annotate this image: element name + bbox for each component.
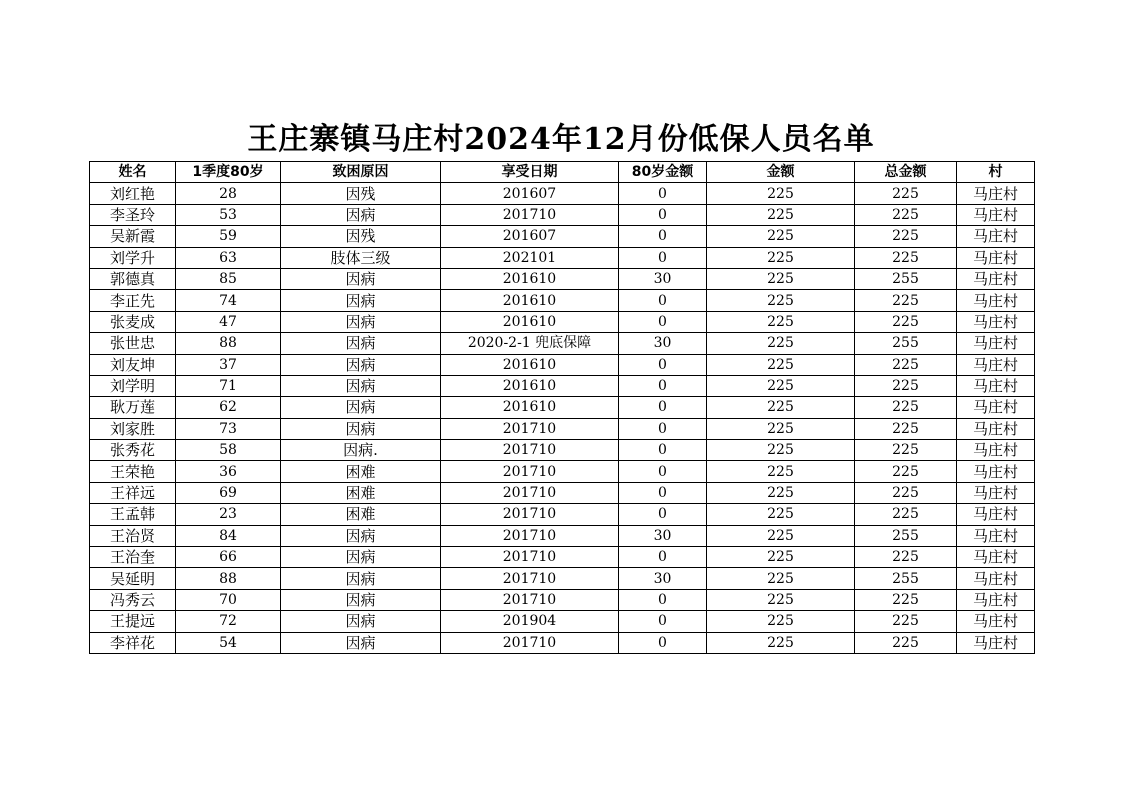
cell-start-date: 201710 [441,504,619,525]
cell-start-date: 201607 [441,183,619,204]
cell-village: 马庄村 [957,632,1035,653]
cell-village: 马庄村 [957,354,1035,375]
cell-start-date: 201710 [441,632,619,653]
cell-80-amount: 0 [619,204,707,225]
cell-age: 28 [176,183,281,204]
cell-total: 225 [855,440,957,461]
cell-name: 吴新霞 [90,226,176,247]
cell-80-amount: 0 [619,375,707,396]
cell-amount: 225 [707,247,855,268]
cell-village: 马庄村 [957,482,1035,503]
roster-body [90,183,1035,654]
cell-amount: 225 [707,375,855,396]
cell-80-amount: 0 [619,290,707,311]
cell-80-amount: 0 [619,247,707,268]
cell-reason: 因病 [281,589,441,610]
cell-name: 王治奎 [90,547,176,568]
cell-80-amount: 30 [619,268,707,289]
cell-total: 255 [855,568,957,589]
cell-reason: 因残 [281,226,441,247]
cell-name: 吴延明 [90,568,176,589]
table-row [90,461,1035,482]
cell-reason: 困难 [281,461,441,482]
cell-total: 255 [855,333,957,354]
cell-reason: 因病 [281,611,441,632]
cell-80-amount: 30 [619,568,707,589]
cell-amount: 225 [707,547,855,568]
cell-village: 马庄村 [957,375,1035,396]
cell-total: 225 [855,547,957,568]
cell-village: 马庄村 [957,268,1035,289]
cell-amount: 225 [707,611,855,632]
cell-village: 马庄村 [957,333,1035,354]
cell-amount: 225 [707,333,855,354]
cell-age: 62 [176,397,281,418]
cell-name: 李祥花 [90,632,176,653]
cell-total: 225 [855,375,957,396]
cell-reason: 困难 [281,504,441,525]
cell-start-date: 201610 [441,375,619,396]
cell-80-amount: 0 [619,440,707,461]
cell-reason: 因病 [281,397,441,418]
table-row [90,504,1035,525]
cell-name: 王治贤 [90,525,176,546]
cell-80-amount: 0 [619,183,707,204]
roster-table [89,161,1035,654]
cell-80-amount: 0 [619,632,707,653]
cell-start-date: 201710 [441,547,619,568]
cell-start-date: 202101 [441,247,619,268]
cell-age: 69 [176,482,281,503]
cell-start-date: 201607 [441,226,619,247]
table-row [90,547,1035,568]
cell-village: 马庄村 [957,568,1035,589]
table-row [90,354,1035,375]
cell-name: 张世忠 [90,333,176,354]
table-row [90,568,1035,589]
table-row [90,589,1035,610]
cell-reason: 因病. [281,440,441,461]
header-name: 姓名 [90,162,176,183]
table-row [90,311,1035,332]
cell-village: 马庄村 [957,226,1035,247]
cell-age: 53 [176,204,281,225]
cell-village: 马庄村 [957,247,1035,268]
header-80-amount: 80岁金额 [619,162,707,183]
cell-village: 马庄村 [957,440,1035,461]
cell-village: 马庄村 [957,547,1035,568]
cell-village: 马庄村 [957,418,1035,439]
cell-80-amount: 0 [619,504,707,525]
cell-reason: 因残 [281,183,441,204]
cell-start-date: 201710 [441,204,619,225]
cell-name: 耿万莲 [90,397,176,418]
cell-80-amount: 0 [619,418,707,439]
cell-reason: 因病 [281,268,441,289]
cell-age: 59 [176,226,281,247]
cell-amount: 225 [707,311,855,332]
cell-80-amount: 30 [619,525,707,546]
table-row [90,418,1035,439]
cell-name: 张秀花 [90,440,176,461]
table-row [90,611,1035,632]
cell-total: 255 [855,525,957,546]
cell-amount: 225 [707,632,855,653]
cell-age: 58 [176,440,281,461]
cell-reason: 因病 [281,204,441,225]
cell-village: 马庄村 [957,204,1035,225]
header-reason: 致困原因 [281,162,441,183]
table-row [90,632,1035,653]
cell-start-date: 201610 [441,397,619,418]
cell-age: 23 [176,504,281,525]
cell-total: 225 [855,183,957,204]
cell-age: 74 [176,290,281,311]
cell-village: 马庄村 [957,311,1035,332]
cell-start-date: 2020-2-1 兜底保障 [441,333,619,354]
cell-amount: 225 [707,418,855,439]
cell-age: 37 [176,354,281,375]
cell-80-amount: 30 [619,333,707,354]
cell-reason: 因病 [281,375,441,396]
cell-village: 马庄村 [957,611,1035,632]
cell-amount: 225 [707,504,855,525]
table-row [90,183,1035,204]
header-amount: 金额 [707,162,855,183]
cell-total: 225 [855,482,957,503]
cell-80-amount: 0 [619,311,707,332]
cell-total: 225 [855,504,957,525]
cell-age: 54 [176,632,281,653]
cell-age: 70 [176,589,281,610]
cell-total: 225 [855,204,957,225]
cell-amount: 225 [707,290,855,311]
table-row [90,333,1035,354]
cell-age: 36 [176,461,281,482]
cell-village: 马庄村 [957,461,1035,482]
cell-age: 72 [176,611,281,632]
header-total: 总金额 [855,162,957,183]
cell-total: 225 [855,397,957,418]
document-title: 王庄寨镇马庄村2024年12月份低保人员名单 [247,122,875,157]
cell-age: 71 [176,375,281,396]
cell-reason: 因病 [281,568,441,589]
table-row [90,397,1035,418]
table-row [90,268,1035,289]
cell-start-date: 201610 [441,311,619,332]
cell-start-date: 201710 [441,525,619,546]
cell-amount: 225 [707,440,855,461]
cell-amount: 225 [707,268,855,289]
cell-80-amount: 0 [619,461,707,482]
cell-age: 88 [176,333,281,354]
cell-total: 225 [855,589,957,610]
cell-reason: 因病 [281,418,441,439]
cell-amount: 225 [707,226,855,247]
cell-total: 225 [855,226,957,247]
cell-start-date: 201710 [441,568,619,589]
table-row [90,440,1035,461]
cell-name: 王提远 [90,611,176,632]
cell-80-amount: 0 [619,547,707,568]
cell-start-date: 201904 [441,611,619,632]
cell-age: 63 [176,247,281,268]
table-row [90,204,1035,225]
cell-name: 刘学明 [90,375,176,396]
cell-reason: 肢体三级 [281,247,441,268]
cell-start-date: 201610 [441,354,619,375]
header-start-date: 享受日期 [441,162,619,183]
cell-amount: 225 [707,482,855,503]
cell-reason: 因病 [281,525,441,546]
table-row [90,525,1035,546]
cell-80-amount: 0 [619,397,707,418]
cell-name: 王祥远 [90,482,176,503]
cell-amount: 225 [707,183,855,204]
cell-total: 225 [855,247,957,268]
cell-age: 66 [176,547,281,568]
cell-age: 85 [176,268,281,289]
cell-80-amount: 0 [619,482,707,503]
cell-village: 马庄村 [957,183,1035,204]
table-row [90,290,1035,311]
cell-total: 255 [855,268,957,289]
table-row [90,375,1035,396]
cell-total: 225 [855,311,957,332]
cell-total: 225 [855,290,957,311]
cell-amount: 225 [707,589,855,610]
cell-reason: 因病 [281,333,441,354]
cell-village: 马庄村 [957,589,1035,610]
cell-name: 李正先 [90,290,176,311]
cell-80-amount: 0 [619,354,707,375]
cell-age: 84 [176,525,281,546]
cell-reason: 因病 [281,290,441,311]
cell-start-date: 201710 [441,589,619,610]
cell-age: 73 [176,418,281,439]
cell-name: 刘友坤 [90,354,176,375]
cell-total: 225 [855,354,957,375]
cell-village: 马庄村 [957,290,1035,311]
cell-reason: 因病 [281,632,441,653]
header-age: 1季度80岁 [176,162,281,183]
cell-start-date: 201710 [441,482,619,503]
cell-amount: 225 [707,204,855,225]
cell-amount: 225 [707,354,855,375]
cell-80-amount: 0 [619,611,707,632]
table-row [90,226,1035,247]
cell-reason: 因病 [281,354,441,375]
cell-total: 225 [855,461,957,482]
cell-amount: 225 [707,461,855,482]
cell-start-date: 201710 [441,418,619,439]
cell-amount: 225 [707,525,855,546]
cell-name: 郭德真 [90,268,176,289]
cell-village: 马庄村 [957,525,1035,546]
cell-start-date: 201610 [441,268,619,289]
cell-total: 225 [855,611,957,632]
cell-name: 张麦成 [90,311,176,332]
table-row [90,247,1035,268]
header-village: 村 [957,162,1035,183]
cell-reason: 因病 [281,547,441,568]
cell-amount: 225 [707,568,855,589]
cell-village: 马庄村 [957,397,1035,418]
cell-name: 王荣艳 [90,461,176,482]
cell-name: 冯秀云 [90,589,176,610]
cell-start-date: 201610 [441,290,619,311]
cell-name: 刘家胜 [90,418,176,439]
cell-total: 225 [855,632,957,653]
cell-age: 47 [176,311,281,332]
cell-80-amount: 0 [619,226,707,247]
cell-village: 马庄村 [957,504,1035,525]
table-row [90,482,1035,503]
cell-reason: 困难 [281,482,441,503]
cell-name: 刘红艳 [90,183,176,204]
cell-name: 王孟韩 [90,504,176,525]
cell-age: 88 [176,568,281,589]
cell-reason: 因病 [281,311,441,332]
cell-amount: 225 [707,397,855,418]
cell-name: 李圣玲 [90,204,176,225]
header-row [90,162,1035,183]
cell-start-date: 201710 [441,461,619,482]
cell-name: 刘学升 [90,247,176,268]
cell-80-amount: 0 [619,589,707,610]
cell-start-date: 201710 [441,440,619,461]
cell-total: 225 [855,418,957,439]
